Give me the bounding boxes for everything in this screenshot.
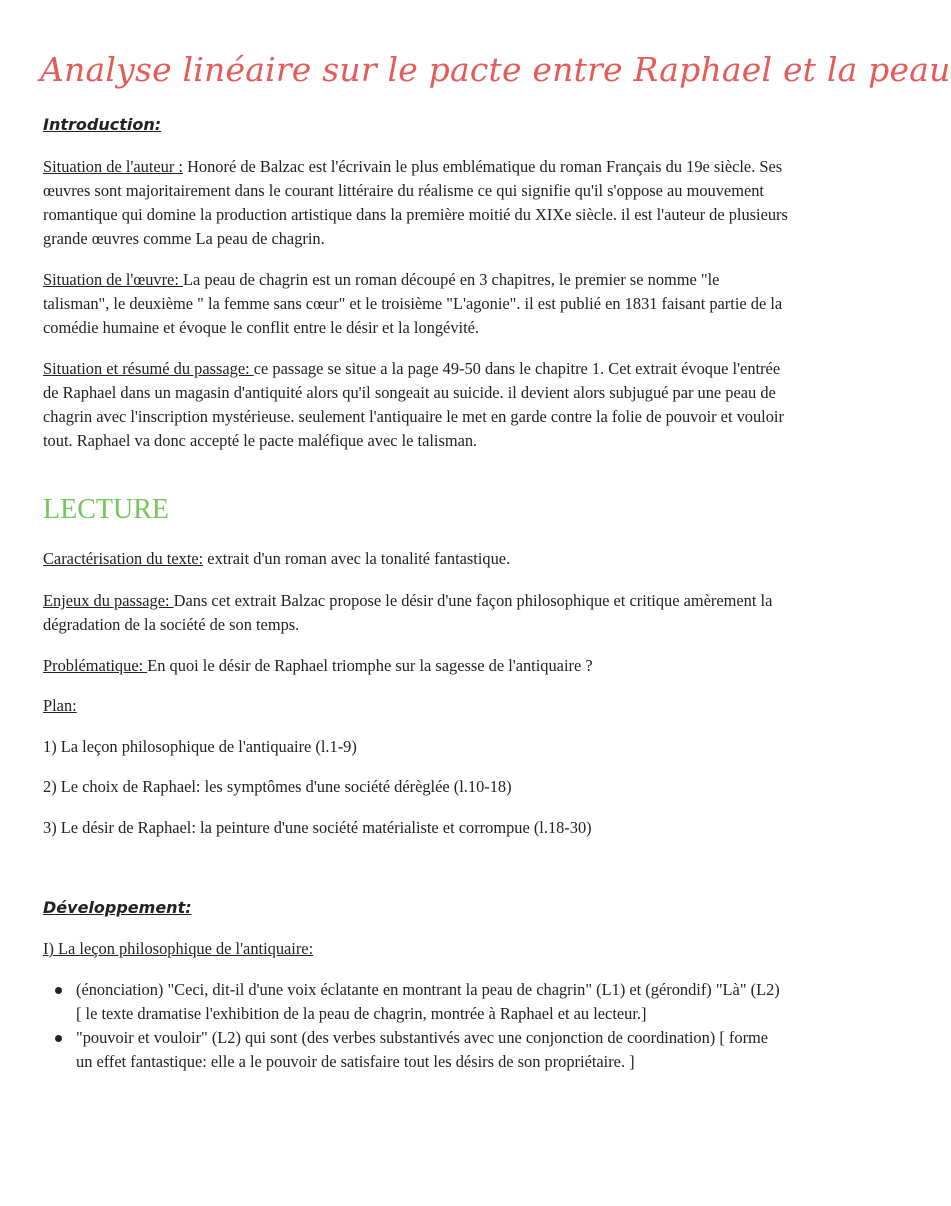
plan-item-2: 2) Le choix de Raphael: les symptômes d'une société dérèglée (l.10-18): [43, 777, 512, 796]
label-caracterisation: Caractérisation du texte:: [43, 549, 204, 568]
caracterisation-line: [43, 547, 788, 571]
intro-paragraph-passage: [43, 357, 788, 453]
text-situation-oeuvre: La peau de chagrin est un roman découpé en 3 chapitres, le premier se nomme "le talisman", le deuxième " la femme sans cœur" et le troisième "L'agonie". il est publié en 1831 faisant partie de la comédie humaine et évoque le conflit entre le désir et la longévité.: [43, 270, 783, 337]
label-enjeux: Enjeux du passage:: [43, 591, 174, 610]
developpement-heading: Développement:: [43, 898, 192, 917]
label-problematique: Problématique:: [43, 656, 148, 675]
bullet-text: "pouvoir et vouloir" (L2) qui sont (des verbes substantivés avec une conjonction de coordination) [ forme un effet fantastique: elle a le pouvoir de satisfaire tout les désirs de son propriétaire. ]: [76, 1028, 769, 1071]
lecture-heading: LECTURE: [43, 494, 169, 525]
text-problematique: En quoi le désir de Raphael triomphe sur la sagesse de l'antiquaire ?: [147, 656, 593, 675]
text-caracterisation: extrait d'un roman avec la tonalité fantastique.: [203, 549, 511, 568]
document-title: Analyse linéaire sur le pacte entre Raphael et la peau: [40, 50, 951, 89]
list-item: [43, 1026, 788, 1074]
analysis-bullet-list: [43, 978, 788, 1074]
label-plan: Plan:: [43, 696, 77, 715]
intro-paragraph-auteur: [43, 155, 788, 251]
intro-paragraph-oeuvre: [43, 268, 788, 340]
text-situation-auteur: Honoré de Balzac est l'écrivain le plus emblématique du roman Français du 19e siècle. Ses œuvres sont majoritairement dans le courant littéraire du réalisme ce qui signifie qu'il s'oppose au mouvement romantique qui domine la production artistique dans la première moitié du XIXe siècle. il est l'auteur de plusieurs grande œuvres comme La peau de chagrin.: [43, 157, 788, 248]
plan-label-line: [43, 694, 788, 718]
bullet-dot-icon: [55, 987, 62, 994]
enjeux-paragraph: [43, 589, 788, 637]
label-situation-passage: Situation et résumé du passage:: [43, 359, 254, 378]
section-1-heading: [43, 937, 788, 961]
introduction-heading: Introduction:: [43, 115, 162, 134]
list-item: [43, 978, 788, 1026]
text-situation-passage: ce passage se situe a la page 49-50 dans le chapitre 1. Cet extrait évoque l'entrée de Raphael dans un magasin d'antiquité alors qu'il songeait au suicide. il devient alors subjugué par une peau de chagrin avec l'inscription mystérieuse. seulement l'antiquaire le met en garde contre la folie de pouvoir et vouloir tout. Raphael va donc accepté le pacte maléfique avec le talisman.: [43, 359, 784, 450]
label-situation-oeuvre: Situation de l'œuvre:: [43, 270, 183, 289]
section-1-label: I) La leçon philosophique de l'antiquaire:: [43, 939, 314, 958]
label-situation-auteur: Situation de l'auteur :: [43, 157, 183, 176]
plan-item-3: 3) Le désir de Raphael: la peinture d'une société matérialiste et corrompue (l.18-30): [43, 818, 592, 837]
problematique-line: [43, 654, 788, 678]
bullet-text: (énonciation) "Ceci, dit-il d'une voix éclatante en montrant la peau de chagrin" (L1) et (gérondif) "Là" (L2) [ le texte dramatise l'exhibition de la peau de chagrin, montrée à Raphael et au lecteur.]: [76, 980, 780, 1023]
plan-item-1: 1) La leçon philosophique de l'antiquaire (l.1-9): [43, 737, 357, 756]
text-enjeux: Dans cet extrait Balzac propose le désir d'une façon philosophique et critique amèrement la dégradation de la société de son temps.: [43, 591, 773, 634]
bullet-dot-icon: [55, 1035, 62, 1042]
